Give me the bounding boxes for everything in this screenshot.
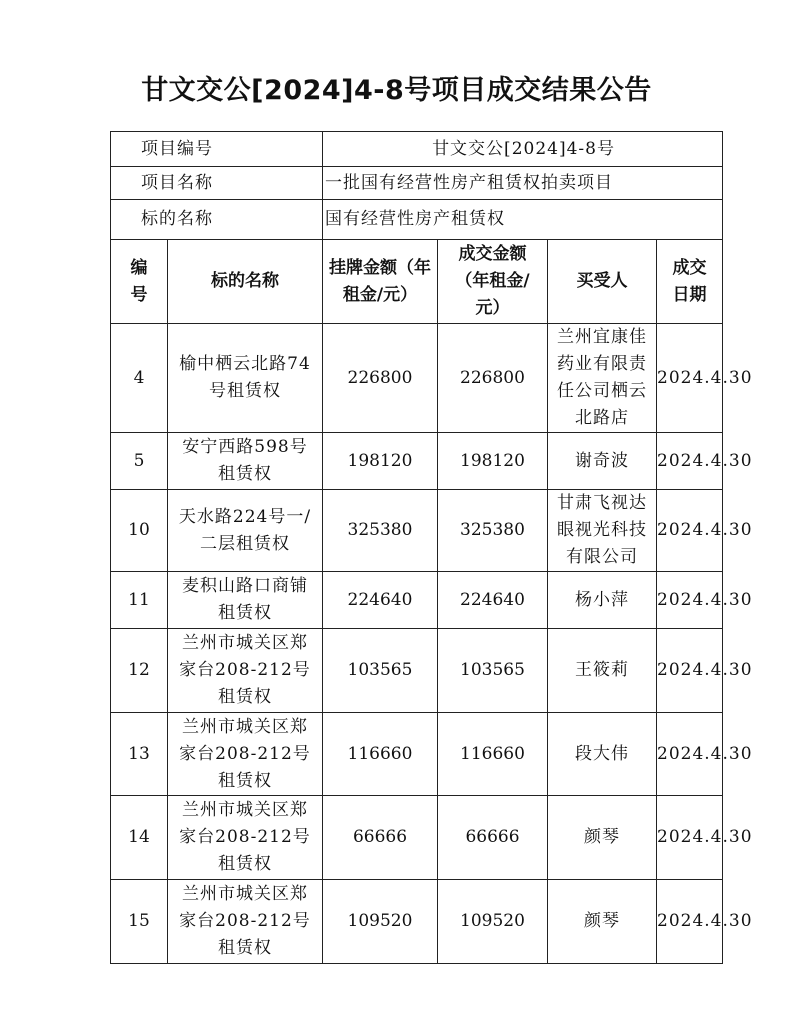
row-deal-price: 103565: [438, 629, 548, 713]
table-row: [111, 572, 723, 629]
row-name: 兰州市城关区郑家台208-212号租赁权: [168, 713, 323, 796]
row-name: 兰州市城关区郑家台208-212号租赁权: [168, 629, 323, 713]
row-date: 2024.4.30: [657, 713, 723, 796]
row-date: 2024.4.30: [657, 629, 723, 713]
row-listing-price: 198120: [323, 433, 438, 490]
row-deal-price: 198120: [438, 433, 548, 490]
info-row-project-name: [111, 167, 723, 200]
info-row-subject-name: [111, 200, 723, 240]
row-no: 15: [111, 880, 168, 964]
row-name: 天水路224号一/二层租赁权: [168, 490, 323, 572]
row-date: 2024.4.30: [657, 880, 723, 964]
row-buyer: 王筱莉: [548, 629, 657, 713]
table-row: [111, 796, 723, 880]
row-buyer: 谢奇波: [548, 433, 657, 490]
result-table: [110, 131, 753, 964]
row-no: 10: [111, 490, 168, 572]
project-no-label: 项目编号: [111, 132, 323, 167]
subject-name-label: 标的名称: [111, 200, 323, 240]
info-row-project-no: [111, 132, 723, 167]
row-buyer: 杨小萍: [548, 572, 657, 629]
header-listing-price: 挂牌金额（年租金/元）: [323, 240, 438, 324]
row-no: 5: [111, 433, 168, 490]
row-buyer: 兰州宜康佳药业有限责任公司栖云北路店: [548, 324, 657, 433]
table-row: [111, 433, 723, 490]
row-no: 4: [111, 324, 168, 433]
row-deal-price: 66666: [438, 796, 548, 880]
project-name-value: 一批国有经营性房产租赁权拍卖项目: [323, 167, 723, 200]
project-name-label: 项目名称: [111, 167, 323, 200]
row-listing-price: 116660: [323, 713, 438, 796]
row-listing-price: 325380: [323, 490, 438, 572]
row-date: 2024.4.30: [657, 796, 723, 880]
row-name: 兰州市城关区郑家台208-212号租赁权: [168, 796, 323, 880]
table-row: [111, 713, 723, 796]
row-date: 2024.4.30: [657, 490, 723, 572]
row-date: 2024.4.30: [657, 324, 723, 433]
row-name: 安宁西路598号租赁权: [168, 433, 323, 490]
row-deal-price: 226800: [438, 324, 548, 433]
row-deal-price: 325380: [438, 490, 548, 572]
row-date: 2024.4.30: [657, 433, 723, 490]
row-buyer: 甘肃飞视达眼视光科技有限公司: [548, 490, 657, 572]
row-no: 11: [111, 572, 168, 629]
row-buyer: 颜琴: [548, 880, 657, 964]
table-header-row: [111, 240, 723, 324]
row-name: 榆中栖云北路74号租赁权: [168, 324, 323, 433]
row-deal-price: 224640: [438, 572, 548, 629]
row-deal-price: 109520: [438, 880, 548, 964]
header-deal-price: 成交金额（年租金/元）: [438, 240, 548, 324]
subject-name-value: 国有经营性房产租赁权: [323, 200, 723, 240]
row-name: 麦积山路口商铺租赁权: [168, 572, 323, 629]
row-listing-price: 66666: [323, 796, 438, 880]
table-row: [111, 880, 723, 964]
project-no-value: 甘文交公[2024]4-8号: [323, 132, 723, 167]
header-date: 成交日期: [657, 240, 723, 324]
row-no: 13: [111, 713, 168, 796]
table-row: [111, 324, 723, 433]
row-listing-price: 226800: [323, 324, 438, 433]
row-no: 14: [111, 796, 168, 880]
table-row: [111, 490, 723, 572]
row-listing-price: 103565: [323, 629, 438, 713]
table-row: [111, 629, 723, 713]
row-buyer: 段大伟: [548, 713, 657, 796]
row-deal-price: 116660: [438, 713, 548, 796]
header-buyer: 买受人: [548, 240, 657, 324]
row-no: 12: [111, 629, 168, 713]
row-name: 兰州市城关区郑家台208-212号租赁权: [168, 880, 323, 964]
header-no: 编号: [111, 240, 168, 324]
row-listing-price: 224640: [323, 572, 438, 629]
row-listing-price: 109520: [323, 880, 438, 964]
row-date: 2024.4.30: [657, 572, 723, 629]
header-name: 标的名称: [168, 240, 323, 324]
row-buyer: 颜琴: [548, 796, 657, 880]
page-title: 甘文交公[2024]4-8号项目成交结果公告: [141, 75, 652, 106]
